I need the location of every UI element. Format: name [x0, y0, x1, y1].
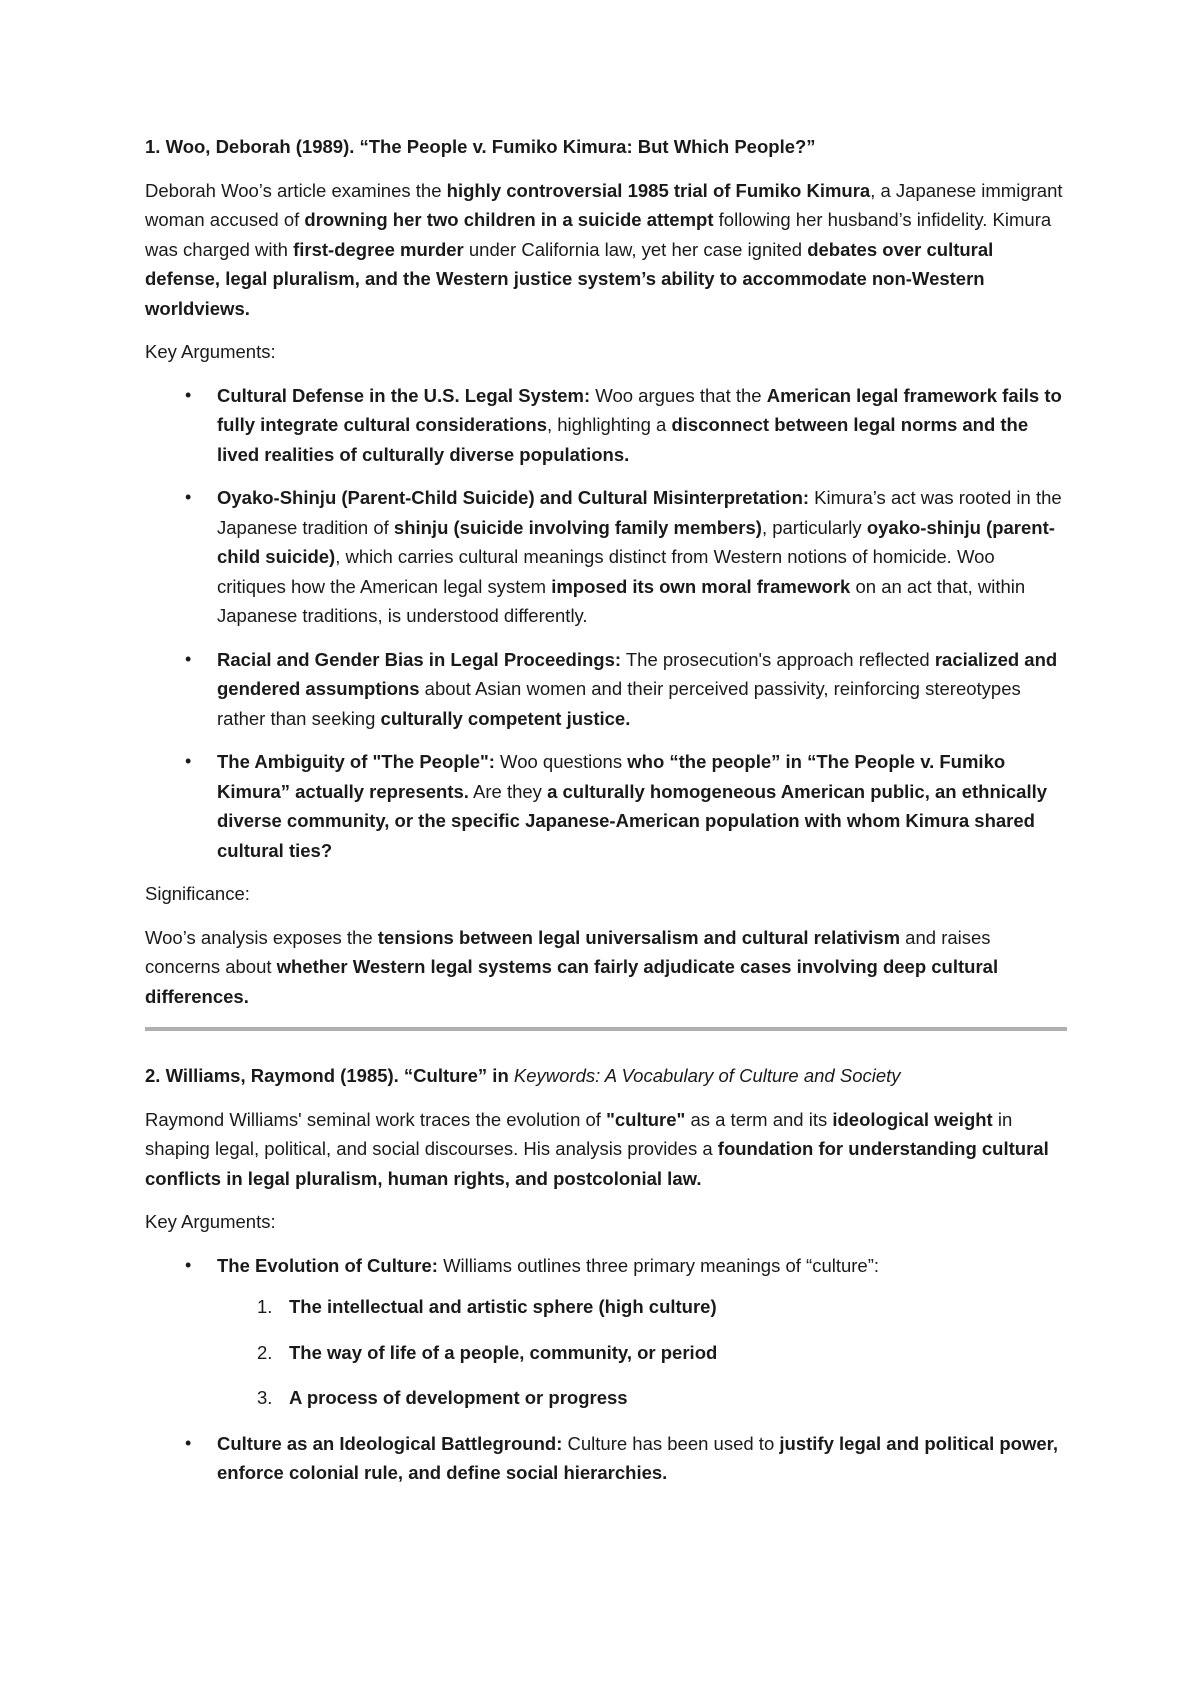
- bold-text-run: shinju (suicide involving family members): [393, 516, 762, 538]
- book-title: Keywords: A Vocabulary of Culture and Society: [513, 1065, 901, 1086]
- list-item: [145, 645, 1067, 734]
- item-text: The way of life of a people, community, or period: [289, 1341, 718, 1363]
- numbered-item: [217, 1383, 1067, 1413]
- item-number: 2.: [257, 1341, 273, 1363]
- section-1-significance-label: Significance:: [145, 883, 250, 904]
- text-run: Raymond Williams' seminal work traces the evolution of: [145, 1108, 607, 1130]
- text-run: under California law, yet her case ignited: [463, 238, 808, 260]
- text-run: Woo’s analysis exposes the: [145, 926, 378, 948]
- list-item-text: [217, 385, 1062, 465]
- section-2-heading: 2. Williams, Raymond (1985). “Culture” in Keywords: A Vocabulary of Culture and Society: [145, 1065, 901, 1086]
- bold-text-run: culturally competent justice.: [380, 707, 631, 729]
- bold-text-run: The Ambiguity of "The People":: [217, 751, 495, 772]
- text-run: Woo argues that the: [590, 384, 767, 406]
- bullet-icon: •: [185, 384, 192, 405]
- section-1-intro: [145, 176, 1067, 324]
- bold-text-run: drowning her two children in a suicide attempt: [304, 209, 714, 230]
- bold-text-run: Culture as an Ideological Battleground:: [217, 1432, 563, 1454]
- bold-text-run: highly controversial 1985 trial of Fumiko Kimura: [446, 179, 871, 201]
- section-1-heading: 1. Woo, Deborah (1989). “The People v. Fumiko Kimura: But Which People?”: [145, 136, 816, 157]
- text-run: and raises concerns about: [145, 926, 991, 977]
- list-item-text: [217, 649, 1057, 729]
- text-run: as a term and its: [685, 1108, 833, 1130]
- section-1-bullet-list: [145, 381, 1067, 866]
- list-item-text: [217, 487, 1062, 626]
- text-run: following her husband’s infidelity. Kimura was charged with: [145, 209, 1052, 260]
- item-text: A process of development or progress: [289, 1387, 628, 1408]
- bold-text-run: The Evolution of Culture:: [217, 1254, 438, 1276]
- text-run: Kimura’s act was rooted in the Japanese tradition of: [217, 487, 1062, 538]
- item-text: The intellectual and artistic sphere (high culture): [289, 1296, 717, 1317]
- bold-text-run: Racial and Gender Bias in Legal Proceedings:: [217, 648, 622, 670]
- section-2-intro: [145, 1105, 1067, 1194]
- bullet-icon: •: [185, 1254, 192, 1275]
- section-divider: [145, 1027, 1067, 1031]
- text-run: Deborah Woo’s article examines the: [145, 179, 447, 201]
- bold-text-run: tensions between legal universalism and cultural relativism: [377, 926, 901, 948]
- culture-meanings-list: [217, 1292, 1067, 1413]
- text-run: , highlighting a: [546, 414, 672, 435]
- numbered-item: [217, 1292, 1067, 1322]
- bold-text-run: oyako-shinju (parent-child suicide): [217, 516, 1055, 567]
- bold-text-run: justify legal and political power, enforce colonial rule, and define social hierarchies.: [217, 1432, 1058, 1483]
- bold-text-run: ideological weight: [832, 1108, 993, 1130]
- bullet-icon: •: [185, 1432, 192, 1453]
- list-item: [145, 483, 1067, 631]
- bullet-icon: •: [185, 648, 192, 669]
- numbered-item: [217, 1338, 1067, 1368]
- list-item: [145, 1251, 1067, 1413]
- text-run: about Asian women and their perceived passivity, reinforcing stereotypes rather than seeking: [217, 678, 1021, 729]
- text-run: , which carries cultural meanings distinct from Western notions of homicide. Woo critiques how the American legal system: [217, 546, 995, 597]
- document-page: [145, 120, 1067, 1502]
- text-run: in shaping legal, political, and social discourses. His analysis provides a: [145, 1108, 1013, 1159]
- bold-text-run: American legal framework fails to fully integrate cultural considerations: [217, 384, 1062, 435]
- section-2-bullet-list: [145, 1251, 1067, 1488]
- bold-text-run: Cultural Defense in the U.S. Legal System:: [217, 384, 591, 406]
- bold-text-run: racialized and gendered assumptions: [217, 648, 1058, 699]
- section-1-key-arguments-label: Key Arguments:: [145, 341, 276, 362]
- bold-text-run: debates over cultural defense, legal pluralism, and the Western justice system’s ability to accommodate non-Western worldviews.: [145, 238, 994, 319]
- bold-text-run: imposed its own moral framework: [551, 575, 851, 597]
- bold-text-run: Oyako-Shinju (Parent-Child Suicide) and Cultural Misinterpretation:: [217, 487, 810, 508]
- text-run: Woo questions: [494, 751, 628, 772]
- bold-text-run: "culture": [606, 1108, 686, 1130]
- item-number: 3.: [257, 1387, 273, 1408]
- text-run: Culture has been used to: [562, 1432, 780, 1454]
- bullet-icon: •: [185, 487, 192, 507]
- text-run: , a Japanese immigrant woman accused of: [145, 179, 1063, 230]
- bold-text-run: a culturally homogeneous American public, an ethnically diverse community, or the specific Japanese-American population with whom Kimura shared cultural ties?: [217, 780, 1048, 861]
- section-1-significance-text: [145, 923, 1067, 1012]
- text-run: on an act that, within Japanese traditions, is understood differently.: [217, 575, 1026, 626]
- section-2-key-arguments-label: Key Arguments:: [145, 1211, 276, 1232]
- list-item-text: [217, 1433, 1058, 1484]
- list-item-text: [217, 1255, 879, 1276]
- text-run: Williams outlines three primary meanings of “culture”:: [437, 1254, 880, 1276]
- text-run: , particularly: [761, 516, 867, 538]
- text-run: The prosecution's approach reflected: [621, 648, 935, 670]
- bold-text-run: first-degree murder: [293, 238, 464, 260]
- list-item-text: [217, 751, 1047, 861]
- bold-text-run: disconnect between legal norms and the lived realities of culturally diverse populations.: [217, 414, 1029, 465]
- bold-text-run: whether Western legal systems can fairly adjudicate cases involving deep cultural differences.: [145, 956, 999, 1007]
- list-item: [145, 1429, 1067, 1488]
- item-number: 1.: [257, 1296, 273, 1317]
- text-run: Are they: [468, 780, 548, 802]
- bold-text-run: who “the people” in “The People v. Fumiko Kimura” actually represents.: [217, 751, 1006, 802]
- bold-text-run: foundation for understanding cultural conflicts in legal pluralism, human rights, and postcolonial law.: [145, 1138, 1049, 1189]
- list-item: [145, 747, 1067, 865]
- list-item: [145, 381, 1067, 470]
- bullet-icon: •: [185, 751, 192, 771]
